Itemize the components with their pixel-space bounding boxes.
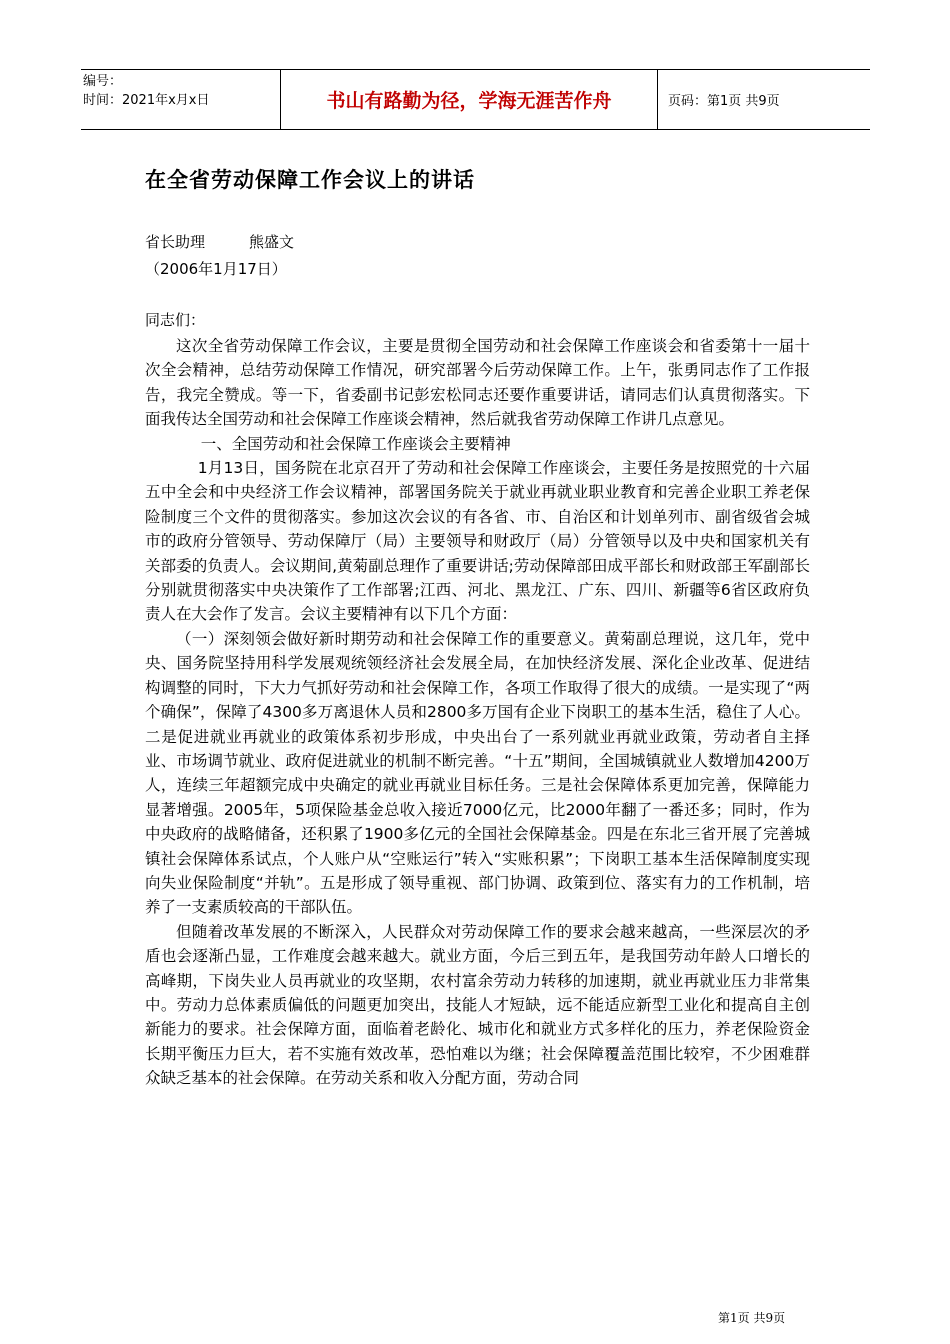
paragraph: 这次全省劳动保障工作会议，主要是贯彻全国劳动和社会保障工作座谈会和省委第十一届十次全会精神，总结劳动保障工作情况，研究部署今后劳动保障工作。上午，张勇同志作了工作报告，我完全赞成。等一下，省委副书记彭宏松同志还要作重要讲话，请同志们认真贯彻落实。下面我传达全国劳动和社会保障工作座谈会精神，然后就我省劳动保障工作讲几点意见。 xyxy=(145,337,810,429)
paragraph: 1月13日，国务院在北京召开了劳动和社会保障工作座谈会，主要任务是按照党的十六届五中全会和中央经济工作会议精神，部署国务院关于就业再就业职业教育和完善企业职工养老保险制度三个文件的贯彻落实。参加这次会议的有各省、市、自治区和计划单列市、副省级省会城市的政府分管领导、劳动保障厅（局）主要领导和财政厅（局）分管领导以及中央和国家机关有关部委的负责人。会议期间,黄菊副总理作了重要讲话;劳动保障部田成平部长和财政部王军副部长分别就贯彻落实中央决策作了工作部署;江西、河北、黑龙江、广东、四川、新疆等6省区政府负责人在大会作了发言。会议主要精神有以下几个方面： xyxy=(145,459,810,624)
document-title: 在全省劳动保障工作会议上的讲话 xyxy=(145,168,475,192)
header-meta xyxy=(81,70,281,129)
page-footer: 第1页 共9页 xyxy=(718,1311,786,1325)
author-position: 省长助理 xyxy=(145,233,206,251)
document-number-label: 编号： xyxy=(83,74,123,89)
speech-date: （2006年1月17日） xyxy=(145,260,287,278)
header-motto: 书山有路勤为径，学海无涯苦作舟 xyxy=(281,70,658,129)
paragraph: （一）深刻领会做好新时期劳动和社会保障工作的重要意义。黄菊副总理说，这几年，党中央、国务院坚持用科学发展观统领经济社会发展全局，在加快经济发展、深化企业改革、促进结构调整的同时，下大力气抓好劳动和社会保障工作，各项工作取得了很大的成绩。一是实现了“两个确保”，保障了4300多万离退休人员和2800多万国有企业下岗职工的基本生活，稳住了人心。二是促进就业再就业的政策体系初步形成，中央出台了一系列就业再就业政策，劳动者自主择业、市场调节就业、政府促进就业的机制不断完善。“十五”期间，全国城镇就业人数增加4200万人，连续三年超额完成中央确定的就业再就业目标任务。三是社会保障体系更加完善，保障能力显著增强。2005年，5项保险基金总收入接近7000亿元，比2000年翻了一番还多；同时，作为中央政府的战略储备，还积累了1900多亿元的全国社会保障基金。四是在东北三省开展了完善城镇社会保障体系试点，个人账户从“空账运行”转入“实账积累”；下岗职工基本生活保障制度实现向失业保险制度“并轨”。五是形成了领导重视、部门协调、政策到位、落实有力的工作机制，培养了一支素质较高的干部队伍。 xyxy=(145,629,810,917)
document-body xyxy=(145,334,810,1091)
header-page-info: 页码：第1页 共9页 xyxy=(668,94,780,109)
paragraph: 但随着改革发展的不断深入，人民群众对劳动保障工作的要求会越来越高，一些深层次的矛盾也会逐渐凸显，工作难度会越来越大。就业方面，今后三到五年，是我国劳动年龄人口增长的高峰期，下岗失业人员再就业的攻坚期，农村富余劳动力转移的加速期，就业再就业压力非常集中。劳动力总体素质偏低的问题更加突出，技能人才短缺，远不能适应新型工业化和提高自主创新能力的要求。社会保障方面，面临着老龄化、城市化和就业方式多样化的压力，养老保险资金长期平衡压力巨大，若不实施有效改革，恐怕难以为继；社会保障覆盖范围比较窄，不少困难群众缺乏基本的社会保障。在劳动关系和收入分配方面，劳动合同 xyxy=(145,922,810,1088)
greeting: 同志们： xyxy=(145,311,206,329)
author-name: 熊盛文 xyxy=(249,233,295,251)
header-table xyxy=(81,69,870,130)
author-line xyxy=(145,231,294,252)
section-heading: 一、全国劳动和社会保障工作座谈会主要精神 xyxy=(200,434,511,453)
document-time-label: 时间：2021年x月x日 xyxy=(83,93,210,108)
